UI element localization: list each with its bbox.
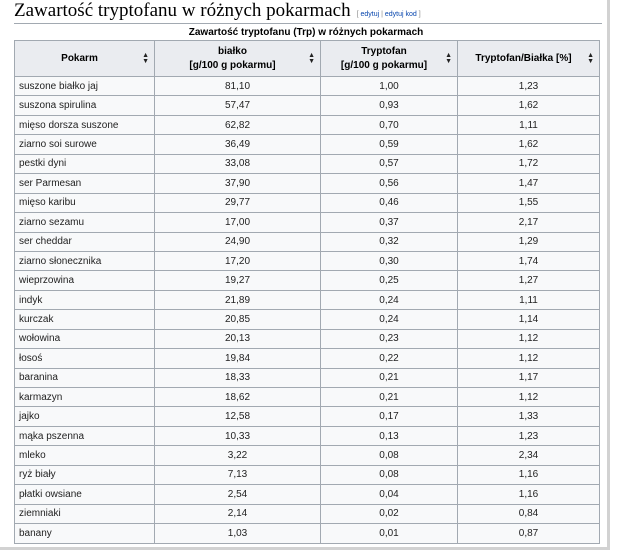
column-header-unit: [g/100 g pokarmu] — [340, 59, 428, 71]
ratio-cell: 1,12 — [458, 349, 600, 368]
column-header-ratio[interactable] — [458, 41, 600, 77]
table-row — [15, 77, 600, 96]
tryptophan-cell: 0,25 — [321, 271, 458, 290]
food-name-cell: ser Parmesan — [15, 174, 155, 193]
tryptophan-cell: 0,04 — [321, 485, 458, 504]
column-header-unit: [g/100 g pokarmu] — [189, 59, 276, 71]
table-row — [15, 485, 600, 504]
table-row — [15, 154, 600, 173]
tryptophan-cell: 0,21 — [321, 368, 458, 387]
column-header-bialko[interactable] — [155, 41, 321, 77]
protein-cell: 18,33 — [155, 368, 321, 387]
column-header-label: Tryptofan/Białka [%] — [475, 52, 572, 64]
edit-links-close: ] — [416, 11, 421, 18]
column-header-pokarm[interactable] — [15, 41, 155, 77]
ratio-cell: 1,62 — [458, 96, 600, 115]
tryptophan-cell: 0,17 — [321, 407, 458, 426]
protein-cell: 20,13 — [155, 329, 321, 348]
food-name-cell: ziemniaki — [15, 504, 155, 523]
edit-link[interactable]: edytuj — [360, 11, 380, 18]
protein-cell: 1,03 — [155, 524, 321, 543]
table-row — [15, 524, 600, 543]
ratio-cell: 1,16 — [458, 465, 600, 484]
tryptophan-cell: 0,24 — [321, 290, 458, 309]
tryptophan-cell: 0,23 — [321, 329, 458, 348]
tryptophan-cell: 0,93 — [321, 96, 458, 115]
table-row — [15, 368, 600, 387]
ratio-cell: 1,74 — [458, 251, 600, 270]
sort-icon: ▲ ▼ — [308, 51, 315, 65]
food-name-cell: ziarno sezamu — [15, 213, 155, 232]
edit-links-separator: | — [379, 11, 385, 18]
tryptophan-cell: 0,22 — [321, 349, 458, 368]
ratio-cell: 1,62 — [458, 135, 600, 154]
table-row — [15, 349, 600, 368]
table-row — [15, 213, 600, 232]
ratio-cell: 1,23 — [458, 426, 600, 445]
column-header-label: Pokarm — [61, 52, 98, 64]
food-name-cell: kurczak — [15, 310, 155, 329]
tryptophan-cell: 0,21 — [321, 388, 458, 407]
column-header-label: Tryptofan — [361, 45, 407, 57]
ratio-cell: 1,11 — [458, 290, 600, 309]
table-row — [15, 290, 600, 309]
ratio-cell: 1,29 — [458, 232, 600, 251]
table-row — [15, 174, 600, 193]
protein-cell: 29,77 — [155, 193, 321, 212]
table-body — [15, 77, 600, 544]
tryptophan-cell: 0,13 — [321, 426, 458, 445]
table-row — [15, 388, 600, 407]
ratio-cell: 1,33 — [458, 407, 600, 426]
column-header-tryptofan[interactable] — [321, 41, 458, 77]
protein-cell: 21,89 — [155, 290, 321, 309]
table-row — [15, 115, 600, 134]
table-row — [15, 135, 600, 154]
protein-cell: 20,85 — [155, 310, 321, 329]
ratio-cell: 1,16 — [458, 485, 600, 504]
table-row — [15, 232, 600, 251]
section-title: Zawartość tryptofanu w różnych pokarmach — [14, 0, 351, 21]
tryptophan-cell: 0,08 — [321, 465, 458, 484]
ratio-cell: 1,11 — [458, 115, 600, 134]
food-name-cell: mleko — [15, 446, 155, 465]
food-name-cell: baranina — [15, 368, 155, 387]
ratio-cell: 1,14 — [458, 310, 600, 329]
protein-cell: 2,14 — [155, 504, 321, 523]
protein-cell: 81,10 — [155, 77, 321, 96]
tryptophan-cell: 0,56 — [321, 174, 458, 193]
table-row — [15, 407, 600, 426]
tryptophan-cell: 1,00 — [321, 77, 458, 96]
protein-cell: 2,54 — [155, 485, 321, 504]
protein-cell: 19,84 — [155, 349, 321, 368]
food-name-cell: jajko — [15, 407, 155, 426]
tryptophan-cell: 0,01 — [321, 524, 458, 543]
table-row — [15, 96, 600, 115]
tryptophan-table — [14, 40, 600, 544]
edit-source-link[interactable]: edytuj kod — [384, 11, 417, 18]
section-heading — [14, 0, 421, 22]
food-name-cell: płatki owsiane — [15, 485, 155, 504]
ratio-cell: 2,34 — [458, 446, 600, 465]
protein-cell: 3,22 — [155, 446, 321, 465]
table-row — [15, 465, 600, 484]
tryptophan-cell: 0,70 — [321, 115, 458, 134]
tryptophan-cell: 0,08 — [321, 446, 458, 465]
ratio-cell: 1,47 — [458, 174, 600, 193]
food-name-cell: banany — [15, 524, 155, 543]
ratio-cell: 0,87 — [458, 524, 600, 543]
sort-icon: ▲ ▼ — [587, 51, 594, 65]
table-header-row — [15, 41, 600, 77]
heading-divider — [14, 23, 602, 24]
protein-cell: 12,58 — [155, 407, 321, 426]
table-row — [15, 446, 600, 465]
protein-cell: 62,82 — [155, 115, 321, 134]
food-name-cell: wołowina — [15, 329, 155, 348]
table-row — [15, 271, 600, 290]
tryptophan-cell: 0,57 — [321, 154, 458, 173]
protein-cell: 33,08 — [155, 154, 321, 173]
protein-cell: 36,49 — [155, 135, 321, 154]
tryptophan-cell: 0,37 — [321, 213, 458, 232]
tryptophan-cell: 0,02 — [321, 504, 458, 523]
table-row — [15, 426, 600, 445]
protein-cell: 24,90 — [155, 232, 321, 251]
food-name-cell: łosoś — [15, 349, 155, 368]
table-row — [15, 251, 600, 270]
table-row — [15, 310, 600, 329]
sort-icon: ▲ ▼ — [142, 51, 149, 65]
tryptophan-cell: 0,59 — [321, 135, 458, 154]
table-caption: Zawartość tryptofanu (Trp) w różnych pokarmach — [188, 27, 424, 38]
food-name-cell: ziarno słonecznika — [15, 251, 155, 270]
protein-cell: 10,33 — [155, 426, 321, 445]
food-name-cell: ser cheddar — [15, 232, 155, 251]
food-name-cell: indyk — [15, 290, 155, 309]
protein-cell: 57,47 — [155, 96, 321, 115]
ratio-cell: 2,17 — [458, 213, 600, 232]
food-name-cell: mięso dorsza suszone — [15, 115, 155, 134]
food-name-cell: suszona spirulina — [15, 96, 155, 115]
ratio-cell: 0,84 — [458, 504, 600, 523]
protein-cell: 18,62 — [155, 388, 321, 407]
protein-cell: 37,90 — [155, 174, 321, 193]
protein-cell: 17,00 — [155, 213, 321, 232]
food-name-cell: ziarno soi surowe — [15, 135, 155, 154]
edit-links-open: [ — [356, 11, 361, 18]
edit-links — [357, 11, 421, 18]
food-name-cell: ryż biały — [15, 465, 155, 484]
ratio-cell: 1,55 — [458, 193, 600, 212]
protein-cell: 17,20 — [155, 251, 321, 270]
column-header-label: białko — [218, 45, 247, 57]
sort-icon: ▲ ▼ — [445, 51, 452, 65]
table-row — [15, 329, 600, 348]
table-row — [15, 193, 600, 212]
ratio-cell: 1,12 — [458, 329, 600, 348]
ratio-cell: 1,72 — [458, 154, 600, 173]
protein-cell: 19,27 — [155, 271, 321, 290]
food-name-cell: karmazyn — [15, 388, 155, 407]
ratio-cell: 1,27 — [458, 271, 600, 290]
tryptophan-cell: 0,32 — [321, 232, 458, 251]
food-name-cell: pestki dyni — [15, 154, 155, 173]
tryptophan-cell: 0,30 — [321, 251, 458, 270]
food-name-cell: suszone białko jaj — [15, 77, 155, 96]
protein-cell: 7,13 — [155, 465, 321, 484]
table-row — [15, 504, 600, 523]
tryptophan-cell: 0,24 — [321, 310, 458, 329]
tryptophan-cell: 0,46 — [321, 193, 458, 212]
food-name-cell: wieprzowina — [15, 271, 155, 290]
food-name-cell: mięso karibu — [15, 193, 155, 212]
ratio-cell: 1,12 — [458, 388, 600, 407]
ratio-cell: 1,23 — [458, 77, 600, 96]
ratio-cell: 1,17 — [458, 368, 600, 387]
food-name-cell: mąka pszenna — [15, 426, 155, 445]
